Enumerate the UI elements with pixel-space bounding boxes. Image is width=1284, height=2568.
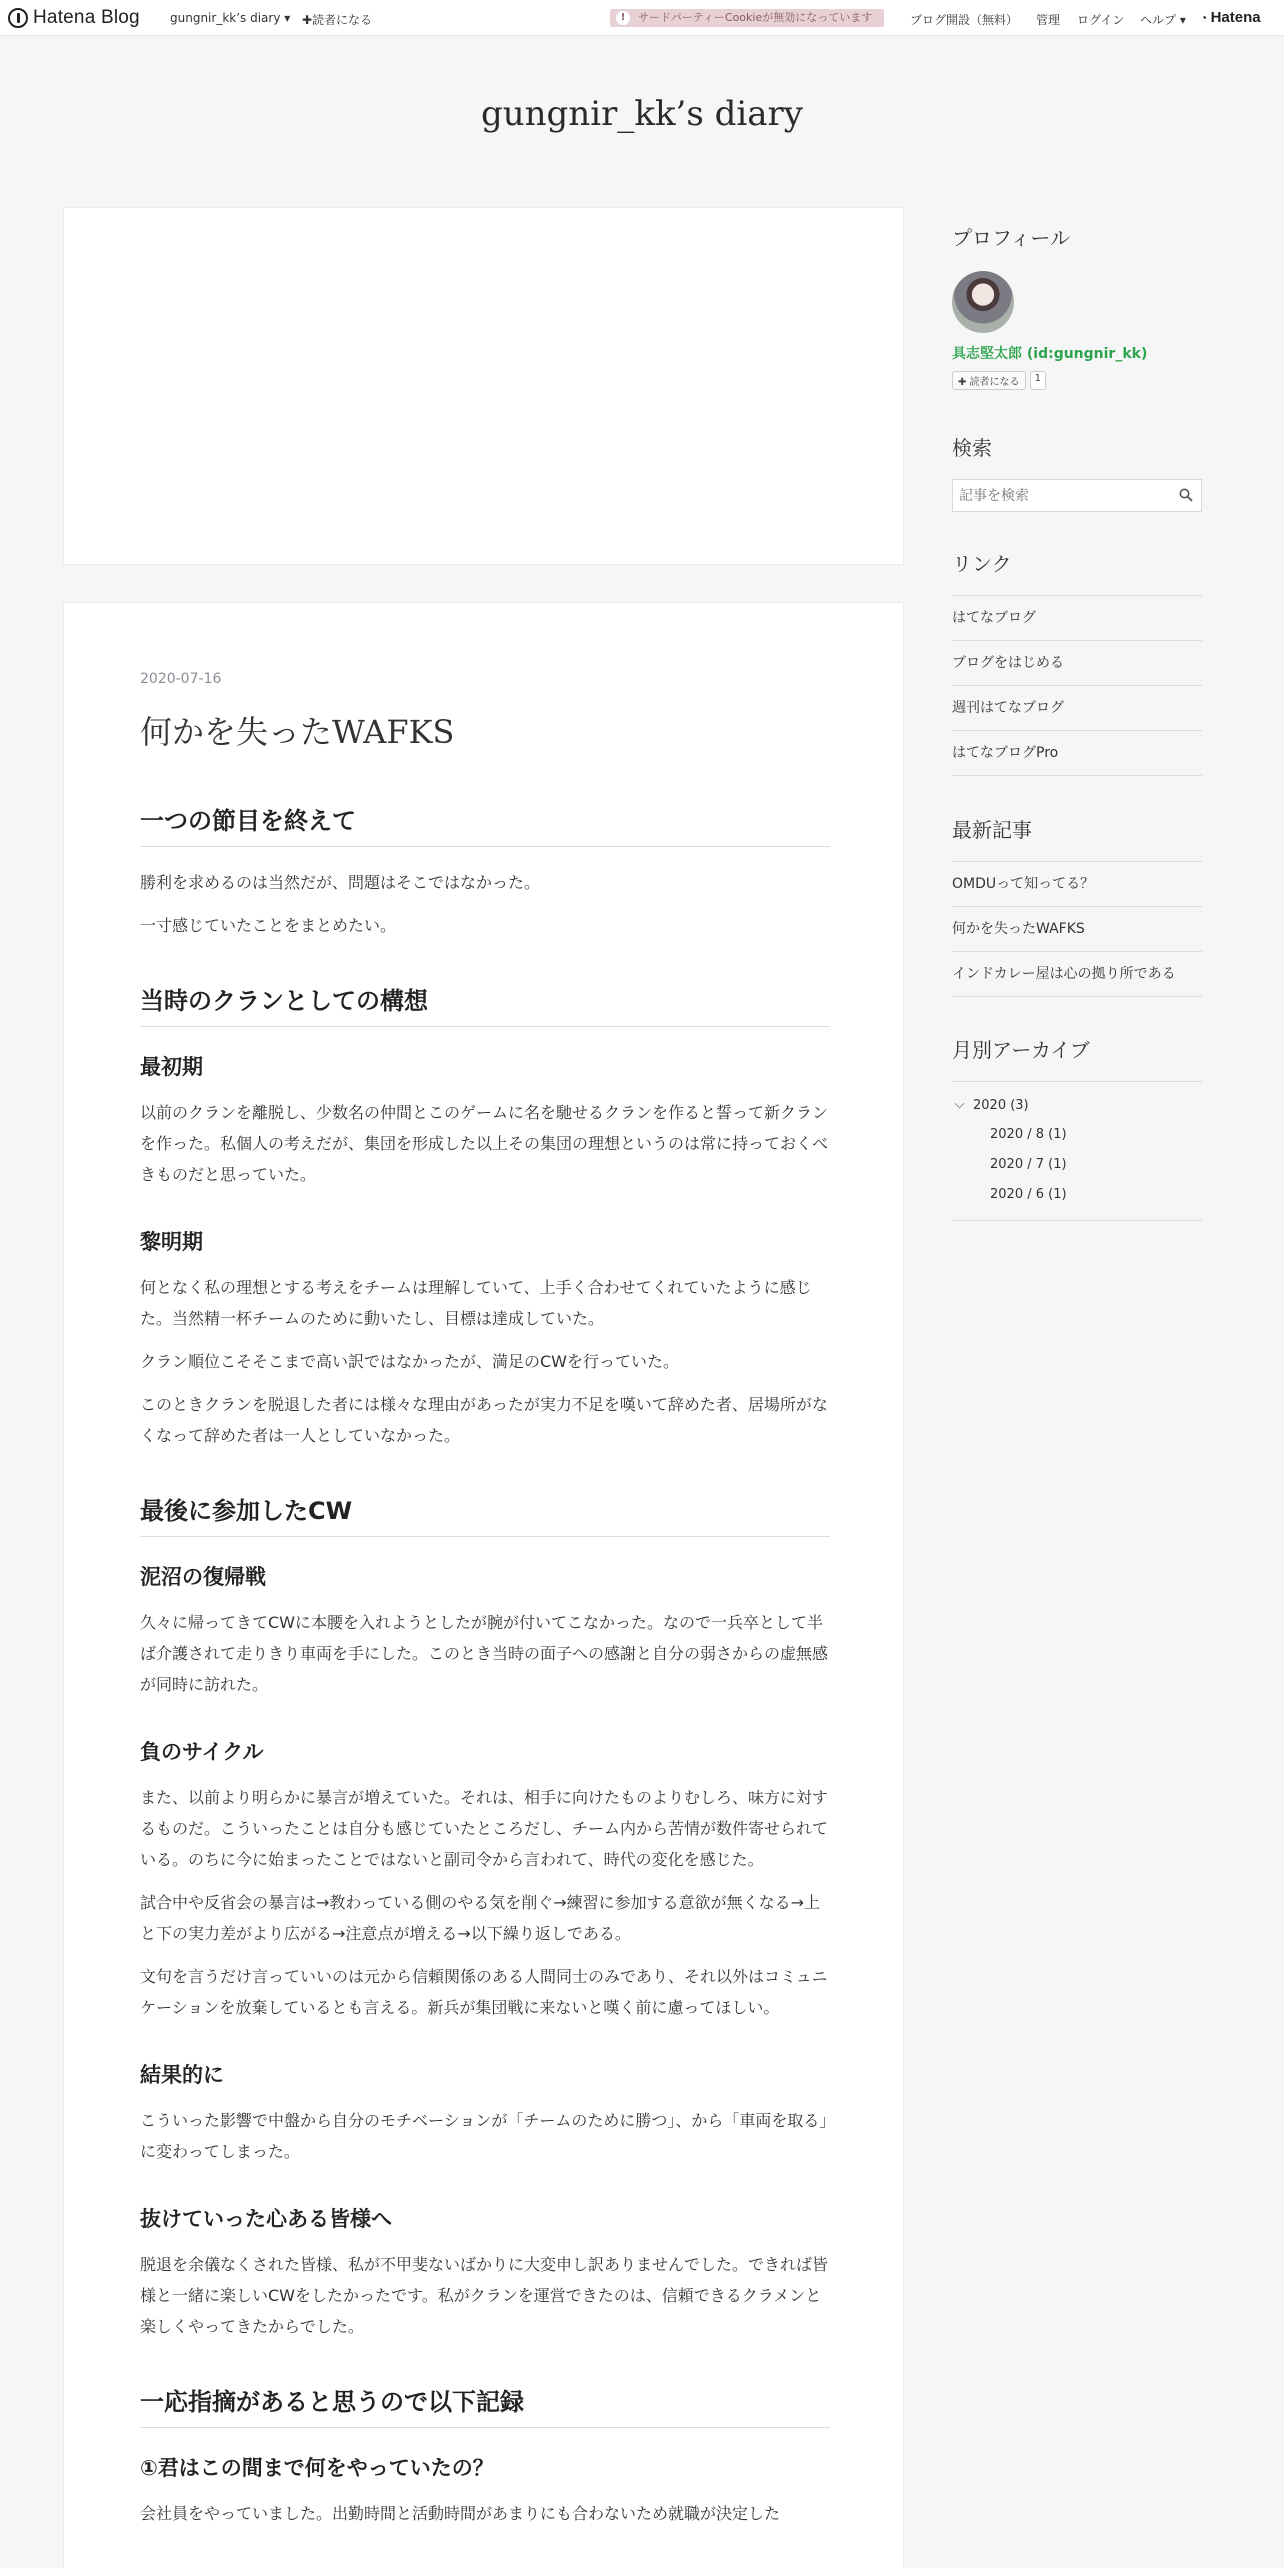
recent-post-link[interactable]: OMDUって知ってる？: [952, 862, 1202, 907]
follower-count[interactable]: 1: [1030, 371, 1046, 390]
subsection-heading: 泥沼の復帰戦: [140, 1565, 266, 1589]
article: [63, 602, 904, 2568]
subsection-heading: 結果的に: [140, 2063, 224, 2087]
link-item[interactable]: 週刊はてなブログ: [952, 686, 1202, 731]
paragraph: 一寸感じていたことをまとめたい。: [140, 916, 397, 935]
subsection-heading: 最初期: [140, 1055, 203, 1079]
paragraph: 脱退を余儀なくされた皆様、私が不甲斐ないばかりに大変申し訳ありませんでした。できれば皆様と一緒に楽しいCWをしたかったです。私がクランを運営できたのは、信頼できるクラメンと楽しくやってきたからでした。: [140, 2255, 829, 2336]
search-box: [952, 479, 1202, 512]
brand-name: Hatena Blog: [33, 7, 140, 28]
subsection-heading: 抜けていった心ある皆様へ: [140, 2207, 392, 2231]
recent-post-link[interactable]: インドカレー屋は心の拠り所である: [952, 952, 1202, 997]
post-title[interactable]: 何かを失ったWAFKS: [140, 713, 455, 751]
recent-posts-module: [952, 814, 1202, 997]
chevron-down-icon: [955, 1098, 965, 1108]
paragraph: クラン順位こそそこまで高い訳ではなかったが、満足のCWを行っていた。: [140, 1352, 679, 1371]
follow-button[interactable]: ✚読者になる: [302, 13, 373, 27]
section-heading: 一応指摘があると思うので以下記録: [140, 2382, 830, 2428]
archive-year-label: 2020 (3): [973, 1097, 1029, 1113]
hatena-blog-logo[interactable]: [8, 7, 140, 29]
paragraph: 何となく私の理想とする考えをチームは理解していて、上手く合わせてくれていたように感じた。当然精一杯チームのために動いたし、目標は達成していた。: [140, 1278, 812, 1328]
section-heading: 当時のクランとしての構想: [140, 981, 830, 1027]
link-item[interactable]: はてなブログ: [952, 596, 1202, 641]
recent-posts-title: 最新記事: [952, 818, 1032, 842]
subsection-heading: ①君はこの間まで何をやっていたの？: [140, 2456, 494, 2480]
login-link[interactable]: ログイン: [1077, 13, 1125, 27]
cookie-notice[interactable]: [610, 9, 884, 27]
recent-post-link[interactable]: 何かを失ったWAFKS: [952, 907, 1202, 952]
subsection-heading: 黎明期: [140, 1230, 203, 1254]
links-title: リンク: [952, 552, 1012, 576]
paragraph: こういった影響で中盤から自分のモチベーションが「チームのために勝つ」、から「車両を取る」に変わってしまった。: [140, 2111, 828, 2161]
hatena-logo[interactable]: [1200, 9, 1261, 26]
blog-menu-dropdown[interactable]: gungnir_kk’s diary ▾: [170, 11, 291, 25]
paragraph: 久々に帰ってきてCWに本腰を入れようとしたが腕が付いてこなかった。なので一兵卒として半ば介護されて走りきり車両を手にした。このとき当時の面子への感謝と自分の弱さからの虚無感が同時に訪れた。: [140, 1613, 829, 1694]
paragraph: また、以前より明らかに暴言が増えていた。それは、相手に向けたものよりむしろ、味方に対するものだ。こういったことは自分も感じていたところだし、チーム内から苦情が数件寄せられている。のちに今に始まったことではないと副司令から言われて、時代の変化を感じた。: [140, 1788, 829, 1869]
ad-area: [63, 207, 904, 565]
profile-name-link[interactable]: 具志堅太郎 (id:gungnir_kk): [952, 346, 1148, 362]
search-title: 検索: [952, 436, 992, 460]
hatena-logo-icon: [8, 8, 28, 28]
paragraph: 勝利を求めるのは当然だが、問題はそこではなかった。: [140, 873, 541, 892]
paragraph: 会社員をやっていました。出勤時間と活動時間があまりにも合わないため就職が決定した: [140, 2504, 781, 2523]
blog-title[interactable]: gungnir_kk’s diary: [481, 94, 803, 134]
link-item[interactable]: ブログをはじめる: [952, 641, 1202, 686]
archive-month-link[interactable]: 2020 / 8 (1): [990, 1127, 1067, 1142]
paragraph: 文句を言うだけ言っていいのは元から信頼関係のある人間同士のみであり、それ以外はコミュニケーションを放棄しているとも言える。新兵が集団戦に来ないと嘆く前に慮ってほしい。: [140, 1967, 828, 2017]
link-item[interactable]: はてなブログPro: [952, 731, 1202, 776]
cookie-notice-text: サードパーティーCookieが無効になっています: [638, 11, 873, 24]
paragraph: 試合中や反省会の暴言は→教わっている側のやる気を削ぐ→練習に参加する意欲が無くなる→上と下の実力差がより広がる→注意点が増える→以下繰り返しである。: [140, 1893, 821, 1943]
section-heading: 一つの節目を終えて: [140, 801, 830, 847]
global-header: [0, 0, 1284, 36]
paragraph: 以前のクランを離脱し、少数名の仲間とこのゲームに名を馳せるクランを作ると誓って新クランを作った。私個人の考えだが、集団を形成した以上その集団の理想というのは常に持っておくべきものだと思っていた。: [140, 1103, 829, 1184]
post-date[interactable]: 2020-07-16: [140, 671, 222, 687]
search-icon[interactable]: [1179, 488, 1193, 502]
sidebar: [952, 222, 1202, 1202]
admin-link[interactable]: 管理: [1036, 13, 1061, 27]
archive-year-toggle[interactable]: [952, 1090, 1202, 1120]
links-module: [952, 548, 1202, 776]
archive-title: 月別アーカイブ: [952, 1038, 1090, 1062]
section-heading: 最後に参加したCW: [140, 1491, 830, 1537]
profile-follow-button[interactable]: ✚ 読者になる: [952, 371, 1026, 390]
help-dropdown[interactable]: ヘルプ ▾: [1140, 13, 1186, 27]
open-blog-link[interactable]: ブログ開設（無料）: [910, 13, 1019, 27]
avatar[interactable]: [952, 271, 1014, 333]
archive-month-link[interactable]: 2020 / 7 (1): [990, 1157, 1067, 1172]
paragraph: このときクランを脱退した者には様々な理由があったが実力不足を嘆いて辞めた者、居場所がなくなって辞めた者は一人としていなかった。: [140, 1395, 828, 1445]
search-module: [952, 432, 1202, 512]
hatena-logo-text: Hatena: [1210, 9, 1261, 26]
archive-module: [952, 1034, 1202, 1221]
profile-module: [952, 222, 1202, 390]
warning-icon: !: [616, 11, 630, 25]
profile-title: プロフィール: [952, 226, 1070, 250]
archive-month-link[interactable]: 2020 / 6 (1): [990, 1187, 1067, 1202]
subsection-heading: 負のサイクル: [140, 1740, 264, 1764]
hatena-mark-icon: ◔: [1200, 11, 1211, 25]
search-input[interactable]: [953, 480, 1163, 511]
